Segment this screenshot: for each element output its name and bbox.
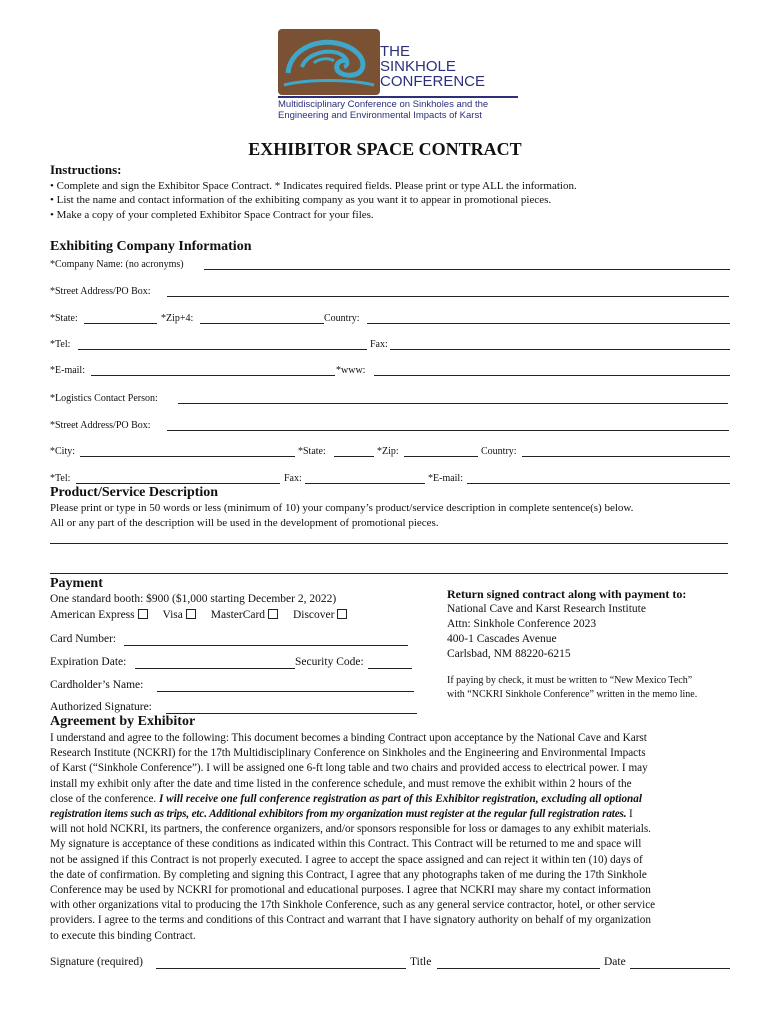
zip-2-label: *Zip: [377, 446, 399, 457]
expiration-label: Expiration Date: [50, 656, 127, 668]
agreement-line: My signature is acceptance of these conditions as indicated within this Contract. This Contract will be returned to me and space will [50, 838, 642, 851]
security-code-field[interactable] [368, 668, 412, 669]
authorized-signature-field[interactable] [166, 713, 417, 714]
amex-option[interactable] [50, 609, 148, 621]
security-code-label: Security Code: [295, 656, 364, 668]
product-description-line[interactable] [50, 543, 728, 544]
card-number-field[interactable] [124, 645, 408, 646]
street-address-label: *Street Address/PO Box: [50, 286, 151, 297]
visa-label: Visa [162, 609, 183, 621]
agreement-line [50, 792, 740, 807]
check-note: If paying by check, it must be written to “New Mexico Tech” [447, 675, 693, 686]
booth-price: One standard booth: $900 ($1,000 starting December 2, 2022) [50, 593, 337, 605]
agreement-line: I understand and agree to the following: This document becomes a binding Contract upon acceptance by the National Cave and Karst [50, 732, 647, 744]
email-2-label: *E-mail: [428, 473, 463, 484]
check-note: with “NCKRI Sinkhole Conference” written in the memo line. [447, 689, 698, 700]
amex-checkbox[interactable] [138, 609, 148, 619]
mastercard-label: MasterCard [210, 609, 266, 621]
fax-2-field[interactable] [305, 483, 425, 484]
instruction-item: • Make a copy of your completed Exhibitor Space Contract for your files. [50, 209, 374, 221]
card-number-label: Card Number: [50, 633, 117, 645]
cardholder-label: Cardholder’s Name: [50, 679, 144, 691]
visa-checkbox[interactable] [186, 609, 196, 619]
tel-2-field[interactable] [76, 483, 280, 484]
discover-option[interactable] [293, 609, 348, 621]
tel-label: *Tel: [50, 339, 71, 350]
product-description-line[interactable] [50, 573, 728, 574]
www-field[interactable] [374, 375, 730, 376]
email-label: *E-mail: [50, 365, 85, 376]
company-name-label: *Company Name: (no acronyms) [50, 259, 184, 270]
email-field[interactable] [91, 375, 335, 376]
fax-2-label: Fax: [284, 473, 302, 484]
logo-line2: SINKHOLE [380, 58, 456, 75]
product-instructions-2: All or any part of the description will be used in the development of promotional pieces. [50, 517, 439, 529]
mastercard-option[interactable] [211, 609, 278, 621]
instructions-heading: Instructions: [50, 162, 122, 177]
signature-label: Signature (required) [50, 956, 143, 968]
agreement-emphasis: I will receive one full conference registration as part of this Exhibitor registration, excluding all optional [159, 792, 642, 805]
logo-line1: THE [380, 43, 410, 60]
agreement-text: I [626, 808, 633, 821]
title-label: Title [410, 956, 432, 968]
agreement-line: install my exhibit only after the date and time listed in the conference schedule, and must remove the exhibit within 2 hours of the [50, 777, 632, 790]
agreement-line [50, 807, 740, 822]
tel-field[interactable] [78, 349, 367, 350]
date-field[interactable] [630, 968, 730, 969]
country-field[interactable] [367, 323, 730, 324]
street-address-2-field[interactable] [167, 430, 729, 431]
state-2-label: *State: [298, 446, 326, 457]
agreement-line: of Karst (“Sinkhole Conference”). I will be assigned one 6-ft long table and two chairs and provided access to electrical power. I may [50, 762, 648, 775]
return-address-line: Attn: Sinkhole Conference 2023 [447, 618, 597, 630]
authorized-signature-label: Authorized Signature: [50, 701, 152, 713]
agreement-line: will not hold NCKRI, its partners, the conference organizers, and/or sponsors responsible for loss or damages to any exhibit materials. [50, 823, 651, 836]
zip-2-field[interactable] [404, 456, 478, 457]
street-address-field[interactable] [167, 296, 729, 297]
www-label: *www: [336, 365, 366, 376]
state-2-field[interactable] [334, 456, 374, 457]
instruction-item: • Complete and sign the Exhibitor Space Contract. * Indicates required fields. Please print or type ALL the information. [50, 180, 577, 192]
agreement-line: Conference may be used by NCKRI for promotional and educational purposes. I agree that NCKRI may share my contact information [50, 884, 651, 897]
mastercard-checkbox[interactable] [268, 609, 278, 619]
payment-heading: Payment [50, 576, 103, 591]
agreement-emphasis: registration items such as trips, etc. Additional exhibitors from my organization must register at the regular full registration rates. [50, 808, 627, 821]
logistics-contact-label: *Logistics Contact Person: [50, 393, 158, 404]
title-field[interactable] [437, 968, 600, 969]
agreement-heading: Agreement by Exhibitor [50, 714, 196, 729]
logo-line3: CONFERENCE [380, 73, 486, 90]
agreement-line: Research Institute (NCKRI) for the 17th Multidisciplinary Conference on Sinkholes and the Engineering and Environmental Impacts [50, 747, 646, 760]
discover-label: Discover [292, 609, 335, 621]
state-field[interactable] [84, 323, 157, 324]
expiration-field[interactable] [135, 668, 295, 669]
sinkhole-logo-icon [278, 29, 380, 95]
page-title: EXHIBITOR SPACE CONTRACT [248, 139, 522, 159]
amex-label: American Express [50, 609, 135, 621]
company-name-field[interactable] [204, 269, 730, 270]
city-field[interactable] [80, 456, 295, 457]
country-2-field[interactable] [522, 456, 730, 457]
logistics-contact-field[interactable] [178, 403, 728, 404]
agreement-line: to execute this binding Contract. [50, 929, 196, 942]
fax-label: Fax: [370, 339, 388, 350]
return-heading: Return signed contract along with payment to: [447, 587, 687, 601]
fax-field[interactable] [390, 349, 730, 350]
product-heading: Product/Service Description [50, 485, 219, 500]
agreement-line: providers. I agree to the terms and conditions of this Contract and warrant that I have signatory authority on behalf of my organization [50, 914, 651, 927]
city-label: *City: [50, 446, 76, 457]
date-label: Date [604, 956, 626, 968]
logo-tagline-2: Engineering and Environmental Impacts of Karst [278, 110, 482, 121]
state-label: *State: [50, 313, 78, 324]
company-info-heading: Exhibiting Company Information [50, 239, 252, 254]
country-label: Country: [324, 313, 360, 324]
product-instructions-1: Please print or type in 50 words or less (minimum of 10) your company’s product/service description in complete sentence(s) below. [50, 502, 634, 514]
tel-2-label: *Tel: [50, 473, 71, 484]
card-options [50, 609, 347, 622]
agreement-text: close of the conference. [50, 792, 160, 805]
logo-tagline-1: Multidisciplinary Conference on Sinkholes and the [278, 99, 489, 110]
zip4-label: *Zip+4: [161, 313, 194, 324]
cardholder-field[interactable] [157, 691, 414, 692]
street-address-2-label: *Street Address/PO Box: [50, 420, 151, 431]
agreement-line: the date of confirmation. By completing and signing this Contract, I agree that any photographs taken of me during the 17th Sinkhole [50, 868, 647, 881]
country-2-label: Country: [481, 446, 517, 457]
visa-option[interactable] [163, 609, 196, 621]
instruction-item: • List the name and contact information of the exhibiting company as you want it to appear in promotional pieces. [50, 194, 552, 206]
discover-checkbox[interactable] [337, 609, 347, 619]
return-address-line: National Cave and Karst Research Institute [447, 603, 646, 615]
agreement-line: not be assigned if this Contract is not properly executed. I agree to accept the space assigned and can reject it within ten (10) days of [50, 853, 643, 866]
email-2-field[interactable] [467, 483, 730, 484]
conference-logo [266, 27, 526, 127]
agreement-line: with other organizations vital to producing the 17th Sinkhole Conference, such as any general service contractor, hotel, or other service [50, 899, 656, 912]
signature-field[interactable] [156, 968, 406, 969]
agreement-body [50, 731, 740, 944]
return-address-line: Carlsbad, NM 88220-6215 [447, 648, 571, 660]
zip4-field[interactable] [200, 323, 324, 324]
return-address-line: 400-1 Cascades Avenue [447, 633, 557, 645]
